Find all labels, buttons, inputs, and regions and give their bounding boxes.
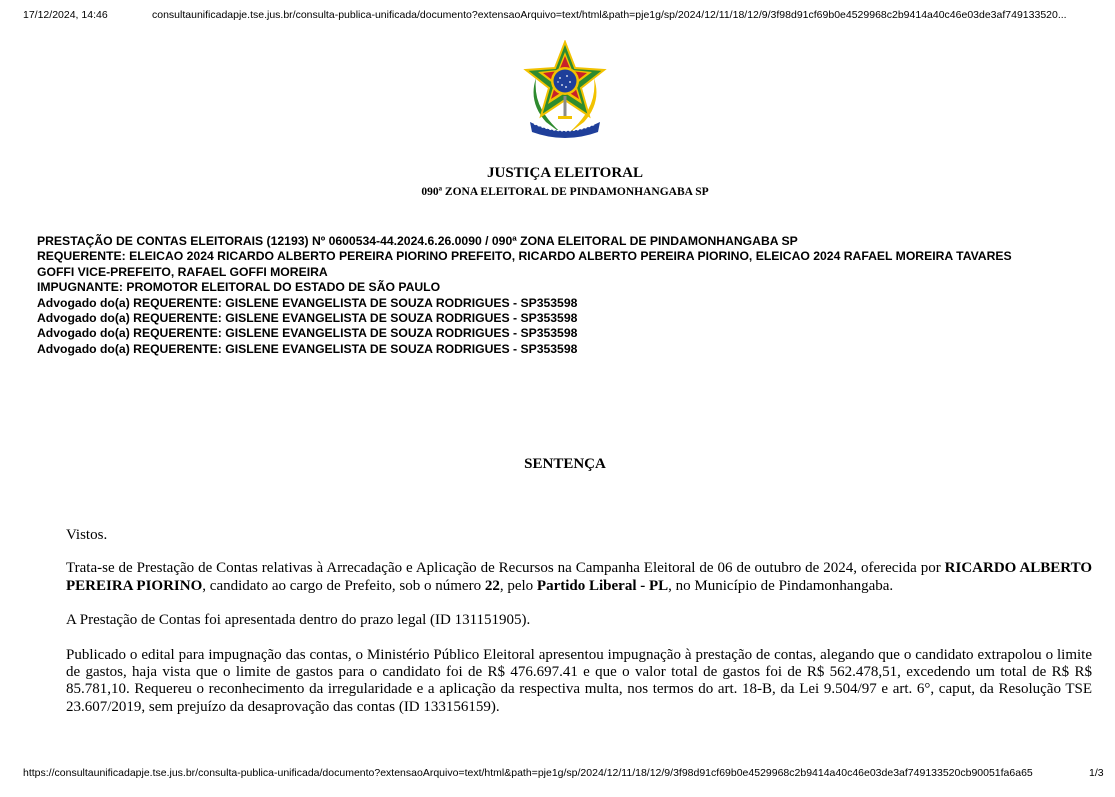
case-lawyer-line: Advogado do(a) REQUERENTE: GISLENE EVANGELISTA DE SOUZA RODRIGUES - SP353598 (37, 326, 578, 341)
coat-of-arms-emblem (522, 40, 608, 138)
court-zone: 090ª ZONA ELEITORAL DE PINDAMONHANGABA SP (421, 186, 709, 198)
case-lawyer-line: Advogado do(a) REQUERENTE: GISLENE EVANGELISTA DE SOUZA RODRIGUES - SP353598 (37, 295, 578, 310)
party-name: Partido Liberal - PL (536, 577, 669, 594)
paragraph-intro (66, 560, 1092, 595)
sentence-body (66, 527, 1092, 716)
case-process-line: PRESTAÇÃO DE CONTAS ELEITORAIS (12193) Nº 0600534-44.2024.6.26.0090 / 090ª ZONA ELEITORAL DE PINDAMONHANGABA SP (37, 234, 798, 248)
text-run: , candidato ao cargo de Prefeito, sob o número (202, 577, 485, 594)
paragraph-deadline: A Prestação de Contas foi apresentada dentro do prazo legal (ID 131151905). (66, 612, 531, 629)
court-title: JUSTIÇA ELEITORAL (486, 165, 644, 181)
case-lawyer-line: Advogado do(a) REQUERENTE: GISLENE EVANGELISTA DE SOUZA RODRIGUES - SP353598 (37, 341, 578, 356)
text-run: , pelo (499, 577, 537, 594)
case-impugnante-line: IMPUGNANTE: PROMOTOR ELEITORAL DO ESTADO DE SÃO PAULO (37, 280, 441, 295)
case-requerente-line: REQUERENTE: ELEICAO 2024 RICARDO ALBERTO PEREIRA PIORINO PREFEITO, RICARDO ALBERTO PEREIRA PIORINO, ELEICAO 2024 RAFAEL MOREIRA TAVARES GOFFI VICE-PREFEITO, RAFAEL GOFFI MOREIRA (37, 249, 1012, 279)
case-info-block (37, 234, 1047, 357)
print-datetime: 17/12/2024, 14:46 (23, 9, 108, 21)
page-number: 1/3 (1089, 767, 1104, 779)
paragraph-impugnation: Publicado o edital para impugnação das contas, o Ministério Público Eleitoral apresentou impugnação à prestação de contas, alegando que o candidato extrapolou o limite de gastos, haja vista que o limite de gastos para o candidato foi de R$ 476.697.41 e que o valor total de gastos foi de R$ 562.478,51, excedendo um total de R$ R$ 85.781,10. Requereu o reconhecimento da irregularidade e a aplicação da respectiva multa, nos termos do art. 18-B, da Lei 9.504/97 e art. 6°, caput, da Resolução TSE 23.607/2019, sem prejuízo da desaprovação das contas (ID 133156159). (66, 646, 1092, 715)
paragraph-vistos: Vistos. (66, 527, 108, 543)
sentence-title: SENTENÇA (524, 456, 606, 472)
candidate-name: RICARDO ALBERTO PEREIRA PIORINO (66, 560, 1092, 594)
text-run: , no Município de Pindamonhangaba. (668, 577, 894, 594)
candidate-number: 22 (484, 577, 500, 594)
text-run: Trata-se de Prestação de Contas relativas à Arrecadação e Aplicação de Recursos na Campanha Eleitoral de 06 de outubro de 2024, oferecida por (66, 560, 945, 577)
case-lawyer-line: Advogado do(a) REQUERENTE: GISLENE EVANGELISTA DE SOUZA RODRIGUES - SP353598 (37, 311, 578, 326)
print-header-url: consultaunificadapje.tse.jus.br/consulta-publica-unificada/documento?extensaoArquivo=text/html&path=pje1g/sp/2024/12/11/18/12/9/3f98d91cf69b0e4529968c2b9414a40c46e03de3af749133520... (152, 9, 1067, 21)
print-footer-url: https://consultaunificadapje.tse.jus.br/consulta-publica-unificada/documento?extensaoArquivo=text/html&path=pje1g/sp/2024/12/11/18/12/9/3f98d91cf69b0e4529968c2b9414a40c46e03de3af749133520cb90051fa6a65 (23, 767, 1033, 779)
